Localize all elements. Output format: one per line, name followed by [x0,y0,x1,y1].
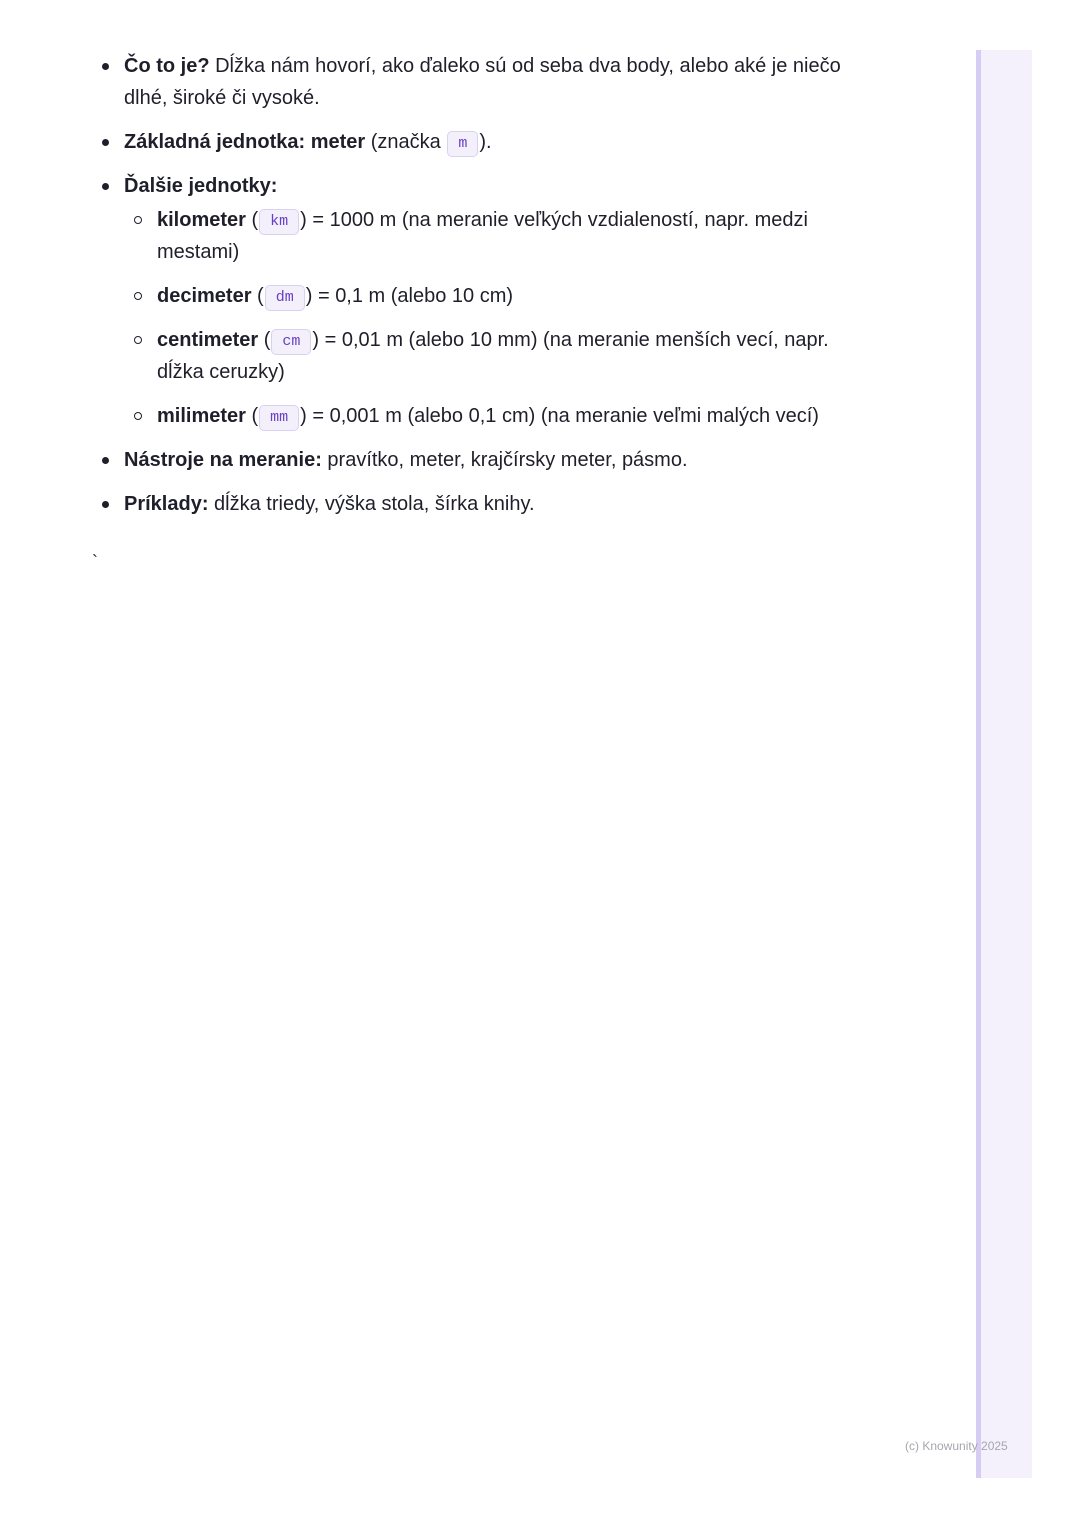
unit-text-decimeter: ) = 0,1 m (alebo 10 cm) [305,285,514,307]
code-dm: dm [265,285,305,311]
tools-text: pravítko, meter, krajčírsky meter, pásmo. [321,449,688,471]
list-item-other-units [90,170,850,432]
list-item-what [90,50,850,114]
sub-item-centimeter: centimeter ( cm ) = 0,01 m (alebo 10 mm) (na meranie menších vecí, napr. dĺžka ceruzky) [124,324,850,388]
side-accent-bar [976,50,981,1478]
sub-item-decimeter: decimeter ( dm ) = 0,1 m (alebo 10 cm) [124,280,850,312]
sub-item-milimeter: milimeter ( mm ) = 0,001 m (alebo 0,1 cm) (na meranie veľmi malých vecí) [124,400,850,432]
tools-label: Nástroje na meranie: [124,449,322,471]
code-mm: mm [259,405,299,431]
code-m: m [447,131,478,157]
unit-name-kilometer: kilometer [157,209,246,231]
code-cm: cm [271,329,311,355]
stray-backtick: ` [92,552,98,572]
list-item-base-unit [90,126,850,158]
unit-text-centimeter: ) = 0,01 m (alebo 10 mm) (na meranie menších vecí, napr. dĺžka ceruzky) [157,329,829,383]
unit-text-milimeter: ) = 0,001 m (alebo 0,1 cm) (na meranie veľmi malých vecí) [300,405,819,427]
examples-label: Príklady: [124,493,209,515]
list-item-tools [90,444,850,476]
document-content [90,50,850,532]
examples-text: dĺžka triedy, výška stola, šírka knihy. [208,493,535,515]
base-unit-label: Základná jednotka: meter [124,131,366,153]
base-unit-pre: (značka [365,131,447,153]
unit-name-milimeter: milimeter [157,405,246,427]
footer-copyright: (c) Knowunity 2025 [905,1439,1008,1453]
what-text: Dĺžka nám hovorí, ako ďaleko sú od seba dva body, alebo aké je niečo dlhé, široké či vysoké. [124,55,841,109]
unit-name-decimeter: decimeter [157,285,252,307]
base-unit-post: ). [479,131,492,153]
code-km: km [259,209,299,235]
side-panel [976,50,1032,1478]
what-label: Čo to je? [124,55,210,77]
sub-bullet-list [124,204,850,432]
sub-item-kilometer: kilometer ( km ) = 1000 m (na meranie veľkých vzdialeností, napr. medzi mestami) [124,204,850,268]
unit-text-kilometer: ) = 1000 m (na meranie veľkých vzdialeností, napr. medzi mestami) [157,209,808,263]
bullet-list [90,50,850,520]
unit-name-centimeter: centimeter [157,329,259,351]
other-units-label: Ďalšie jednotky: [124,175,278,197]
list-item-examples [90,488,850,520]
